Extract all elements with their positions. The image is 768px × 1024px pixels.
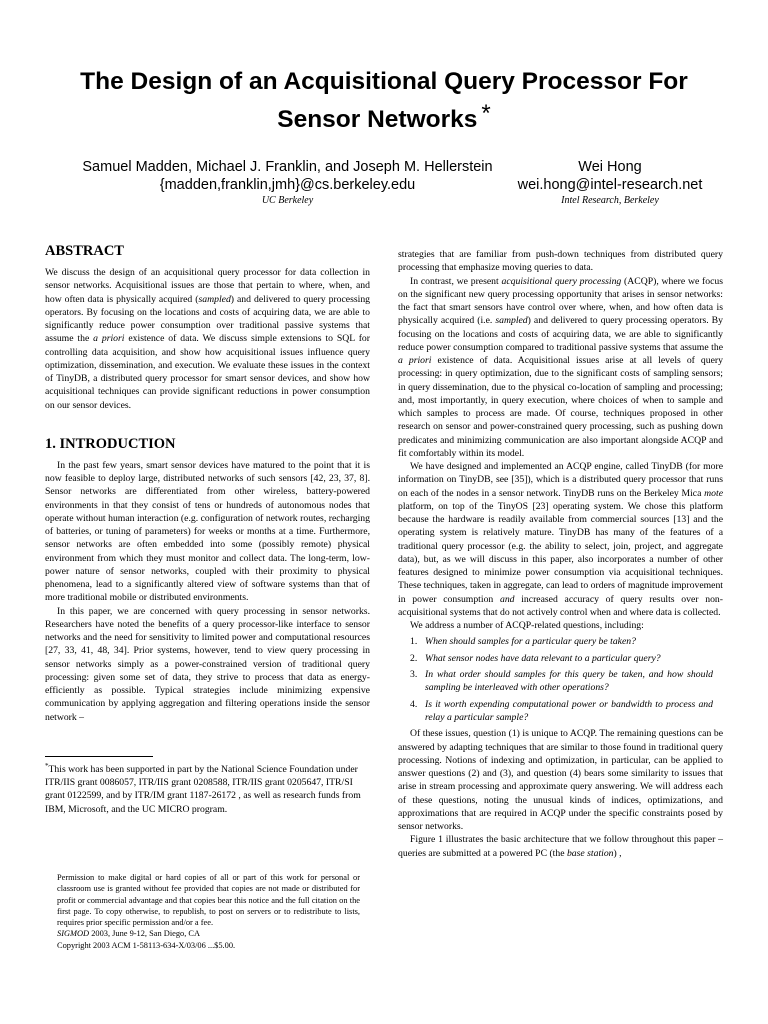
list-item-text: In what order should samples for this query be taken, and how should sampling be interleaved with other operations? xyxy=(425,669,713,694)
footnote-divider xyxy=(45,756,153,757)
paragraph-text: ) , xyxy=(613,847,622,859)
list-item xyxy=(398,668,723,694)
paper-title-line-2 xyxy=(0,98,768,136)
list-item-text: What sensor nodes have data relevant to a particular query? xyxy=(425,652,661,664)
paragraph-emphasis: sampled xyxy=(495,315,528,327)
abstract-text: ) and delivered to query processing operators. By focusing on the locations and costs of acquiring data, we are able to significantly reduce power consumption over traditional passive systems that assume the xyxy=(45,293,371,345)
introduction-heading: 1. INTRODUCTION xyxy=(45,435,176,452)
right-paragraph-tinydb xyxy=(398,460,723,619)
paragraph-text: increased accuracy of query results over non-acquisitional systems that do not actively control when and where data is collected. xyxy=(398,593,723,618)
author-names: Wei Hong xyxy=(578,159,642,175)
paragraph-emphasis: a priori xyxy=(398,355,432,366)
list-item-number: 1. xyxy=(410,636,418,648)
left-column xyxy=(45,243,370,724)
paragraph-text: Figure 1 illustrates the basic architecture that we follow throughout this paper – queries are submitted at a powered PC (the xyxy=(398,834,723,859)
right-paragraph-acqp xyxy=(398,275,723,461)
right-paragraph-figure-ref xyxy=(398,833,723,860)
abstract-paragraph xyxy=(45,266,370,412)
list-item-number: 3. xyxy=(410,669,418,681)
author-affiliation: Intel Research, Berkeley xyxy=(561,195,659,206)
right-column xyxy=(398,248,723,860)
copyright-line: Copyright 2003 ACM 1-58113-634-X/03/06 ...$5.00. xyxy=(57,940,236,950)
author-names: Samuel Madden, Michael J. Franklin, and Joseph M. Hellerstein xyxy=(82,159,493,175)
abstract-text: existence of data. We discuss simple extensions to SQL for controlling data acquisition, and show how acquisitional issues influence query optimization, dissemination, and execution. We evaluate these issues in the context of TinyDB, a distributed query processor for smart sensor devices, and show how acquisitional techniques can provide significant reductions in power consumption on our sensor devices. xyxy=(45,333,370,411)
author-block-intel xyxy=(498,158,722,208)
venue-name: SIGMOD xyxy=(57,929,90,939)
paragraph-text: In contrast, we present xyxy=(410,275,502,287)
footnote-marker: * xyxy=(45,762,49,770)
paragraph-text: (ACQP), where we focus on the significant new query processing opportunity that arises in sensor networks: the fact that smart sensors have control over where, when, and how often data is physically acquired (i.e. xyxy=(398,275,723,327)
paper-title-line-2-text: Sensor Networks xyxy=(277,106,478,133)
acqp-questions-list xyxy=(398,635,723,724)
abstract-emphasis: sampled xyxy=(198,293,231,305)
right-paragraph-0: strategies that are familiar from push-down techniques from distributed query processing that emphasize moving queries to data. xyxy=(398,249,723,274)
paper-title xyxy=(0,66,768,136)
abstract-text: We discuss the design of an acquisitional query processor for data collection in sensor networks. Acquisitional issues are those that pertain to where, when, and how often data is physically acquired ( xyxy=(45,267,370,305)
permission-text: Permission to make digital or hard copies of all or part of this work for personal or classroom use is granted without fee provided that copies are not made or distributed for profit or commercial advantage and that copies bear this notice and the full citation on the first page. To copy otherwise, to republish, to post on servers or to redistribute to lists, requires prior specific permission and/or a fee. xyxy=(57,873,360,928)
author-block-berkeley xyxy=(60,158,515,208)
author-affiliation: UC Berkeley xyxy=(261,195,314,206)
paragraph-text: existence of data. Acquisitional issues arise at all levels of query processing: in query optimization, due to the significant costs of sampling sensors; in query dissemination, due to the physical co-location of sampling and processing; and, most importantly, in query execution, where choices of when to sample and which samples to process are made. Of course, techniques proposed in other research on sensor and power-constrained query processing, such as pushing down predicates and minimizing communication are also important alongside ACQP and fit comfortably within its model. xyxy=(398,355,723,459)
paragraph-emphasis: acquisitional query processing xyxy=(501,275,622,287)
list-item-number: 2. xyxy=(410,652,418,664)
list-item xyxy=(398,698,723,724)
paragraph-text: ) and delivered to query processing operators. By focusing on the locations and costs of acquiring data, we are able to significantly reduce power consumption compared to traditional passive systems that assume the xyxy=(398,315,723,353)
paragraph-text: We have designed and implemented an ACQP engine, called TinyDB (for more information on TinyDB, see [35]), which is a distributed query processor that runs on each of the nodes in a sensor network. TinyDB runs on the Berkeley Mica xyxy=(398,461,723,499)
copyright-permission-block xyxy=(57,872,360,951)
intro-paragraph-1: In the past few years, smart sensor devices have matured to the point that it is now feasible to deploy large, distributed networks of such sensors [42, 23, 37, 8]. Sensor networks are differentiated from other wireless, battery-powered environments in that they consist of tens or hundreds of autonomous nodes that operate without human interaction (e.g. configuration of network routes, recharging of batteries, or tuning of parameters) for weeks or months at a time. Furthermore, sensor networks are often embedded into some (possibly remote) physical environment from which they must monitor and collect data. The long-term, low-power nature of sensor networks, coupled with their proximity to physical phenomena, lead to a significantly altered view of software systems than that of more traditional mobile or distributed environments. xyxy=(45,459,370,604)
right-paragraph-questions-intro: We address a number of ACQP-related questions, including: xyxy=(410,620,644,631)
list-item xyxy=(398,652,723,665)
list-item-number: 4. xyxy=(410,698,418,710)
intro-paragraph-2: In this paper, we are concerned with query processing in sensor networks. Researchers have noted the benefits of a query processor-like interface to sensor networks and the need for sensitivity to limited power and computational resources [27, 33, 41, 48, 34]. Prior systems, however, tend to view query processing in sensor networks simply as a power-constrained version of traditional query processing: given some set of data, they strive to process that data as energy-efficiently as possible. Typical strategies include minimizing expensive communication by applying aggregation and filtering operations inside the sensor network – xyxy=(45,605,370,723)
abstract-heading: ABSTRACT xyxy=(45,243,124,259)
list-item-text: Is it worth expending computational power or bandwidth to process and relay a particular sample? xyxy=(425,698,713,723)
author-email: wei.hong@intel-research.net xyxy=(517,177,703,193)
author-email: {madden,franklin,jmh}@cs.berkeley.edu xyxy=(159,177,416,193)
footnote-text: This work has been supported in part by the National Science Foundation under ITR/IIS grant 0086057, ITR/IIS grant 0208588, ITR/IIS grant 0205647, ITR/SI grant 0122599, and by ITR/IM grant 1187-26172 , as well as research funds from IBM, Microsoft, and the UC MICRO program. xyxy=(45,764,361,815)
list-item-text: When should samples for a particular query be taken? xyxy=(425,636,636,648)
paper-title-line-1: The Design of an Acquisitional Query Processor For xyxy=(80,68,688,95)
funding-footnote xyxy=(45,760,370,816)
title-footnote-marker: * xyxy=(481,100,491,127)
abstract-emphasis: a priori xyxy=(93,333,125,345)
paragraph-emphasis: base station xyxy=(566,847,614,859)
paragraph-emphasis: and xyxy=(499,593,515,605)
paragraph-emphasis: mote xyxy=(704,487,723,499)
venue-details: 2003, June 9-12, San Diego, CA xyxy=(89,929,201,939)
list-item xyxy=(398,635,723,648)
right-paragraph-issues: Of these issues, question (1) is unique to ACQP. The remaining questions can be answered by adapting techniques that are similar to those found in traditional query processing. Notions of indexing and optimization, in particular, can be applied to answer questions (2) and (3), and question (4) bears some similarity to issues that arise in stream processing and approximate query answering. We will address each of these questions, noting the unusual kinds of indices, optimizations, and approximations that are required in ACQP under the specific constraints posed by sensor networks. xyxy=(398,728,723,832)
venue-line xyxy=(57,928,360,939)
paragraph-text: platform, on top of the TinyOS [23] operating system. We chose this platform because the hardware is readily available from commercial sources [13] and the operating system is relatively mature. TinyDB has many of the features of a traditional query processor (e.g. the ability to select, join, project, and aggregate data), but, as we will discuss in this paper, also incorporates a number of other features designed to minimize power consumption via acquisitional techniques. These techniques, taken in aggregate, can lead to orders of magnitude improvement in power consumption xyxy=(398,500,723,605)
